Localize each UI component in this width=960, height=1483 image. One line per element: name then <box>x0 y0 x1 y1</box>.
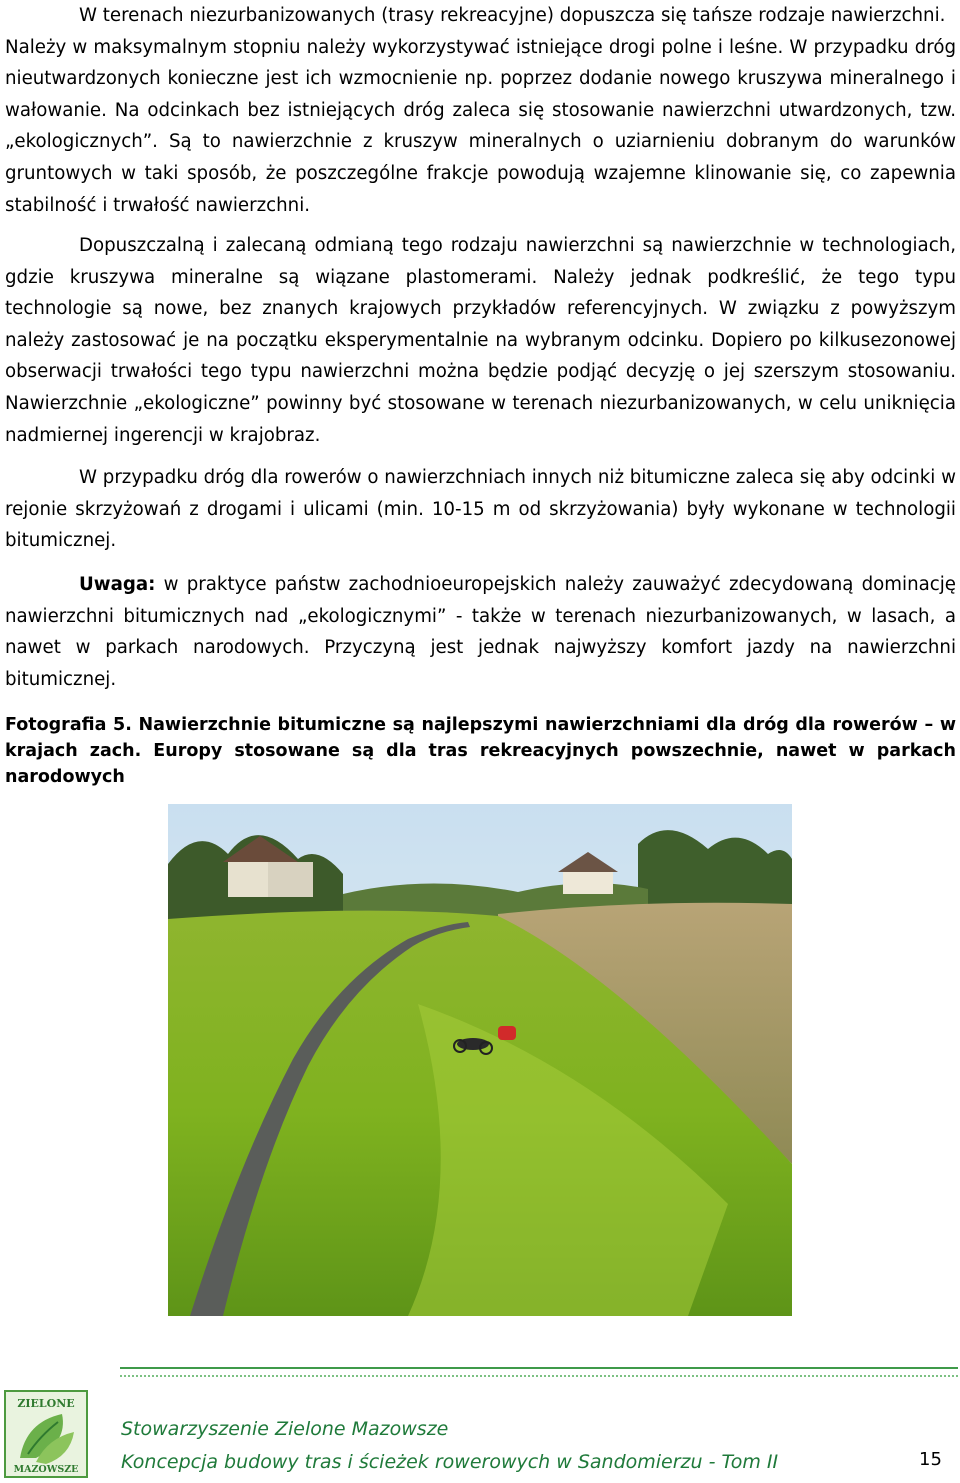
paragraph-4 <box>5 569 956 695</box>
paragraph-3 <box>5 462 956 557</box>
paragraph-1-body: Należy w maksymalnym stopniu należy wykorzystywać istniejące drogi polne i leśne. W przypadku dróg nieutwardzonych konieczne jest ich wzmocnienie np. poprzez dodanie nowego kruszywa mineralnego i wałowanie. Na odcinkach bez istniejących dróg zaleca się stosowanie nawierzchni utwardzonych, tzw. „ekologicznych”. Są to nawierzchnie z kruszyw mineralnych o uziarnieniu dobranym do warunków gruntowych w taki sposób, że poszczególne frakcje powodują wzajemne klinowanie się, co zapewnia stabilność i trwałość nawierzchni. <box>5 36 956 216</box>
note-label: Uwaga: <box>79 574 156 595</box>
paragraph-1-line-1: W terenach niezurbanizowanych (trasy rekreacyjne) dopuszcza się tańsze rodzaje nawierzchni. <box>79 5 946 26</box>
photo-caption: Fotografia 5. Nawierzchnie bitumiczne są najlepszymi nawierzchniami dla dróg dla rowerów – w krajach zach. Europy stosowane są dla tras rekreacyjnych powszechnie, nawet w parkach narodowych <box>5 715 956 787</box>
zielone-mazowsze-logo <box>4 1390 88 1478</box>
footer-organization: Stowarzyszenie Zielone Mazowsze <box>121 1418 449 1440</box>
footer-divider <box>120 1367 958 1377</box>
bike-path-photo <box>168 804 792 1316</box>
paragraph-4-text: w praktyce państw zachodnioeuropejskich należy zauważyć zdecydowaną dominację nawierzchni bitumicznych nad „ekologicznymi” - także w terenach niezurbanizowanych, w lasach, a nawet w parkach narodowych. Przyczyną jest jednak najwyższy komfort jazdy na nawierzchni bitumicznej. <box>5 574 956 690</box>
paragraph-2-text: Dopuszczalną i zalecaną odmianą tego rodzaju nawierzchni są nawierzchnie w technologiach, gdzie kruszywa mineralne są wiązane plastomerami. Należy jednak podkreślić, że tego typu technologie są nowe, bez znanych krajowych przykładów referencyjnych. W związku z powyższym należy zastosować je na początku eksperymentalnie na wybranym odcinku. Dopiero po kilkusezonowej obserwacji trwałości tego typu nawierzchni można będzie podjąć decyzję o jej szerszym stosowaniu. Nawierzchnie „ekologiczne” powinny być stosowane w terenach niezurbanizowanych, w celu uniknięcia nadmiernej ingerencji w krajobraz. <box>5 235 956 446</box>
paragraph-2 <box>5 230 956 451</box>
logo-text-bottom: MAZOWSZE <box>13 1464 79 1475</box>
paragraph-3-text: W przypadku dróg dla rowerów o nawierzchniach innych niż bitumiczne zaleca się aby odcinki w rejonie skrzyżowań z drogami i ulicami (min. 10-15 m od skrzyżowania) były wykonane w technologii bitumicznej. <box>5 467 956 552</box>
footer-document-title: Koncepcja budowy tras i ścieżek rowerowych w Sandomierzu - Tom II <box>121 1451 779 1473</box>
paragraph-1 <box>5 0 956 221</box>
logo-text-top: ZIELONE <box>17 1397 75 1410</box>
page-number: 15 <box>919 1449 942 1470</box>
